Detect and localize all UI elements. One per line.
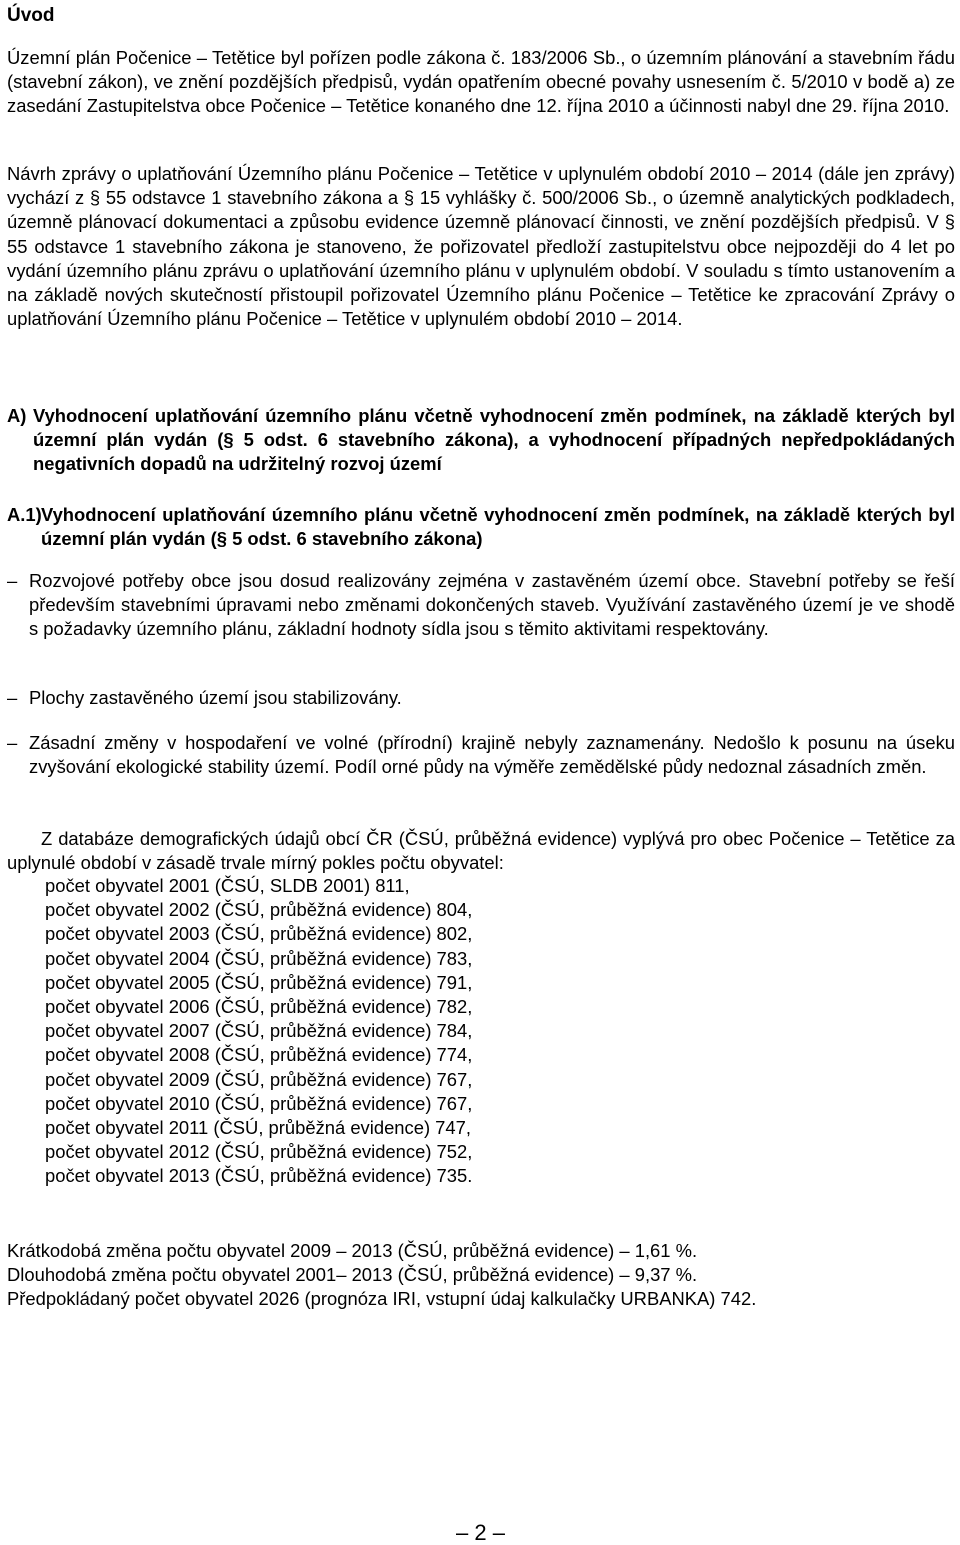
population-item: počet obyvatel 2001 (ČSÚ, SLDB 2001) 811, [45,875,410,896]
section-a1-label: A.1) [7,504,42,525]
section-a-heading [7,404,955,477]
bullet-text: Rozvojové potřeby obce jsou dosud realizovány zejména v zastavěném území obce. Stavební potřeby se řeší především stavebními úpravami nebo změnami dokončených staveb. Využívání zastavěného území je ve shodě s požadavky územního plánu, základní hodnoty sídla jsou s těmito aktivitami respektovány. [29,570,955,640]
intro-paragraph: Územní plán Počenice – Tetětice byl pořízen podle zákona č. 183/2006 Sb., o územním plánování a stavebním řádu (stavební zákon), ve znění pozdějších předpisů, vydán opatřením obecné povahy usnesením č. 5/2010 v bodě a) ze zasedání Zastupitelstva obce Počenice – Tetětice konaného dne 12. října 2010 a účinnosti nabyl dne 29. října 2010. [7,47,955,117]
page-number: – 2 – [456,1520,505,1545]
bullet-item [7,731,955,779]
section-a1-heading [7,503,955,551]
demography-text: Z databáze demografických údajů obcí ČR (ČSÚ, průběžná evidence) vyplývá pro obec Počenice – Tetětice za uplynulé období v zásadě trvale mírný pokles počtu obyvatel: [7,828,955,874]
population-forecast: Předpokládaný počet obyvatel 2026 (prognóza IRI, vstupní údaj kalkulačky URBANKA) 742. [7,1288,757,1310]
bullet-item [7,569,955,642]
dash-bullet: – [7,570,18,591]
population-item: počet obyvatel 2008 (ČSÚ, průběžná evidence) 774, [45,1044,473,1066]
population-item: počet obyvatel 2013 (ČSÚ, průběžná evidence) 735. [45,1165,473,1187]
population-summary [7,1239,955,1312]
section-a-title: Vyhodnocení uplatňování územního plánu včetně vyhodnocení změn podmínek, na základě kterých byl územní plán vydán (§ 5 odst. 6 stavebního zákona), a vyhodnocení případných nepředpokládaných negativních dopadů na udržitelný rozvoj území [33,405,955,475]
long-term-change: Dlouhodobá změna počtu obyvatel 2001– 2013 (ČSÚ, průběžná evidence) – 9,37 %. [7,1264,698,1286]
population-item: počet obyvatel 2009 (ČSÚ, průběžná evidence) 767, [45,1068,473,1090]
population-item: počet obyvatel 2005 (ČSÚ, průběžná evidence) 791, [45,971,473,993]
report-paragraph: Návrh zprávy o uplatňování Územního plánu Počenice – Tetětice v uplynulém období 2010 – 2014 (dále jen zprávy) vychází z § 55 odstavce 1 stavebního zákona a § 15 vyhlášky č. 500/2006 Sb., o územně analytických podkladech, územně plánovací dokumentaci a způsobu evidence územně plánovací činnosti, ve znění pozdějších předpisů. V § 55 odstavce 1 stavebního zákona je stanoveno, že pořizovatel předloží zastupitelstvu obce nejpozději do 4 let po vydání územního plánu zprávu o uplatňování územního plánu v uplynulém období. V souladu s tímto ustanovením a na základě nových skutečností přistoupil pořizovatel Územního plánu Počenice – Tetětice ke zpracování Zprávy o uplatňování Územního plánu Počenice – Tetětice v uplynulém období 2010 – 2014. [7,163,955,330]
population-item: počet obyvatel 2006 (ČSÚ, průběžná evidence) 782, [45,996,473,1018]
population-item: počet obyvatel 2012 (ČSÚ, průběžná evidence) 752, [45,1141,473,1163]
population-item: počet obyvatel 2011 (ČSÚ, průběžná evidence) 747, [45,1117,471,1139]
population-item: počet obyvatel 2004 (ČSÚ, průběžná evidence) 783, [45,947,473,969]
short-term-change: Krátkodobá změna počtu obyvatel 2009 – 2013 (ČSÚ, průběžná evidence) – 1,61 %. [7,1240,698,1261]
population-list [45,874,472,1189]
bullet-text: Plochy zastavěného území jsou stabilizovány. [29,687,402,708]
dash-bullet: – [7,732,18,753]
section-a1-title: Vyhodnocení uplatňování územního plánu včetně vyhodnocení změn podmínek, na základě kterých byl územní plán vydán (§ 5 odst. 6 stavebního zákona) [41,504,955,550]
population-item: počet obyvatel 2002 (ČSÚ, průběžná evidence) 804, [45,899,473,921]
population-item: počet obyvatel 2010 (ČSÚ, průběžná evidence) 767, [45,1092,473,1114]
demography-paragraph [7,827,955,875]
bullet-item [7,686,955,710]
population-item: počet obyvatel 2003 (ČSÚ, průběžná evidence) 802, [45,923,473,945]
page-title: Úvod [7,5,55,26]
population-item: počet obyvatel 2007 (ČSÚ, průběžná evidence) 784, [45,1020,473,1042]
section-a-label: A) [7,405,27,426]
dash-bullet: – [7,687,18,708]
bullet-text: Zásadní změny v hospodaření ve volné (přírodní) krajině nebyly zaznamenány. Nedošlo k posunu na úseku zvyšování ekologické stability území. Podíl orné půdy na výměře zemědělské půdy nedoznal zásadních změn. [29,732,955,778]
